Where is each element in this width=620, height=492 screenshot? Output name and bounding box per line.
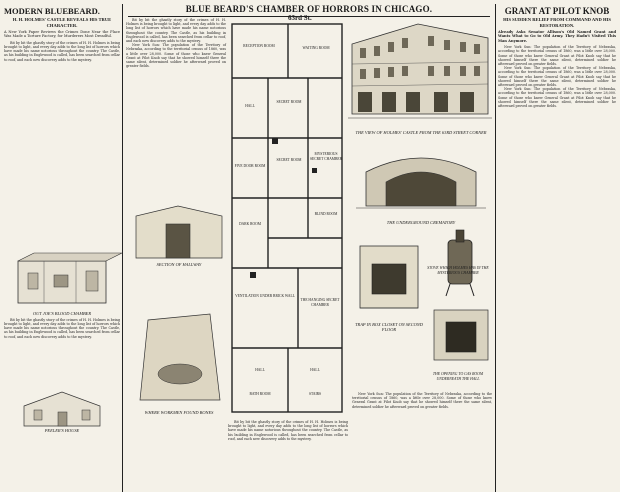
right-body-para-3: New York Sun: The population of the Territory of Nebraska, according to the territorial census of 1860, was a little over 28,000. Some of those who knew General Grant at Pilot Knob say that he showed himself there the same silent, determined soldier he afterward proved on greater fields. — [498, 87, 616, 109]
right-body-para: New York Sun: The population of the Territory of Nebraska, according to the territorial census of 1860, was a little over 28,000. Some of those who knew General Grant at Pilot Knob say that he showed himself there the same silent, determined soldier he afterward proved on greater fields. — [498, 45, 616, 67]
room-hanging-chamber: THE HANGING SECRET CHAMBER — [300, 298, 340, 307]
room-ventilation: VENTILATION UNDER BRICK WALL — [235, 294, 295, 298]
blood-chamber-sketch — [4, 253, 120, 311]
center-left-text — [126, 18, 226, 198]
left-illustration-2 — [4, 388, 120, 428]
room-five-door: FIVE DOOR ROOM — [234, 164, 266, 168]
center-section — [124, 0, 494, 441]
column-rule — [122, 4, 123, 492]
left-caption-2: PEELER'S HOUSE — [44, 427, 80, 433]
caption-cellar: WHERE WORKMEN FOUND BONES — [144, 410, 214, 415]
left-subdeck: A New York Paper Reviews the Crimes Done Near the Place Was Made a Torture Factory, for Murderers Most Dreadful. — [4, 30, 120, 39]
caption-gas-room: THE OPENING TO GAS ROOM UNDERNEATH THE HALL — [432, 372, 484, 381]
right-subdeck: Already Asks Senator Allison's Old Named Grant and Wants What to Go to Old Army. They Hadn't Visited This Man Anymore. — [498, 30, 616, 43]
center-bottom-text — [228, 420, 348, 492]
left-caption-1: OUT JOE'S BLOOD CHAMBER — [32, 310, 92, 316]
room-secret-2: SECRET ROOM — [276, 158, 302, 162]
room-bath: BATH ROOM — [249, 392, 271, 396]
right-deck: HIS SUDDEN RELIEF FROM COMMAND AND HIS RESTORATION. — [503, 17, 611, 28]
center-title: BLUE BEARD'S CHAMBER OF HORRORS IN CHICAGO. — [185, 4, 433, 14]
street-label: 63rd St. — [288, 14, 312, 22]
castle-building-sketch — [348, 14, 492, 126]
room-hall-2: HALL — [255, 368, 265, 372]
right-body-para-2: New York Sun: The population of the Territory of Nebraska, according to the territorial census of 1860, was a little over 28,000. Some of those who knew General Grant at Pilot Knob say that he showed himself there the same silent, determined soldier he afterward proved on greater fields. — [498, 66, 616, 88]
left-illustration-1 — [4, 253, 120, 311]
caption-hallway: SECTION OF HALLWAY — [156, 262, 202, 267]
left-body-para-2: Bit by bit the ghastly story of the crimes of H. H. Holmes is being brought to light, and every day adds to the long list of horrors which have made his name notorious throughout the country. The Castle, as his building in Englewood is called, has been searched from cellar to roof, and each new discovery adds to the mystery. — [4, 317, 120, 339]
center-left-para-2: New York Sun: The population of the Territory of Nebraska, according to the territorial census of 1860, was a little over 28,000. Some of those who knew General Grant at Pilot Knob say that he showed himself there the same silent, determined soldier he afterward proved on greater fields. — [126, 43, 226, 69]
right-column — [498, 0, 616, 465]
hallway-sketch — [130, 202, 228, 262]
caption-trap: TRAP IN BOX CLOSET ON SECOND FLOOR — [355, 322, 423, 332]
room-blind: BLIND ROOM — [314, 212, 338, 216]
left-column — [4, 0, 120, 433]
caption-street-view: THE VIEW OF HOLMES' CASTLE FROM THE 63RD STREET CORNER — [355, 130, 487, 135]
center-bottom-right-text — [352, 392, 492, 492]
right-body-text — [498, 45, 616, 465]
room-mysterious-chamber: MYSTERIOUS SECRET CHAMBER — [310, 152, 342, 161]
caption-stove: STOVE WHICH HOLMES HAS IN THE MYSTERIOUS CHAMBER — [427, 266, 489, 275]
trap-closet-sketch — [354, 240, 424, 320]
room-hall-3: HALL — [310, 368, 320, 372]
room-stairs: STAIRS — [308, 392, 322, 396]
floor-plan — [228, 14, 346, 416]
left-deck: H. H. HOLMES' CASTLE REVEALS HIS TRUE CHARACTER. — [12, 17, 112, 28]
crematory-sketch — [356, 146, 486, 218]
gas-room-sketch — [430, 300, 492, 370]
column-rule — [495, 4, 496, 492]
cellar-sketch — [130, 300, 228, 410]
caption-crematory: THE UNDERGROUND CREMATORY — [386, 220, 456, 225]
room-waiting: WAITING ROOM — [302, 46, 330, 50]
house-sketch — [4, 388, 120, 428]
left-body-para: Bit by bit the ghastly story of the crimes of H. H. Holmes is being brought to light, and every day adds to the long list of horrors which have made his name notorious throughout the country. The Castle, as his building in Englewood is called, has been searched from cellar to roof, and each new discovery adds to the mystery. — [4, 40, 120, 62]
left-headline: MODERN BLUEBEARD. — [4, 6, 100, 16]
left-body-text — [4, 41, 120, 251]
floor-plan-drawing — [228, 18, 346, 416]
center-bottom-right-para: New York Sun: The population of the Territory of Nebraska, according to the territorial census of 1860, was a little over 28,000. Some of those who knew General Grant at Pilot Knob say that he showed himself there the same silent, determined soldier he afterward proved on greater fields. — [352, 392, 492, 409]
center-bottom-para: Bit by bit the ghastly story of the crimes of H. H. Holmes is being brought to light, and every day adds to the long list of horrors which have made his name notorious throughout the country. The Castle, as his building in Englewood is called, has been searched from cellar to roof, and each new discovery adds to the mystery. — [228, 420, 348, 441]
room-dark: DARK ROOM — [239, 222, 261, 226]
center-left-para: Bit by bit the ghastly story of the crimes of H. H. Holmes is being brought to light, and every day adds to the long list of horrors which have made his name notorious throughout the country. The Castle, as his building in Englewood is called, has been searched from cellar to roof, and each new discovery adds to the mystery. — [126, 18, 226, 44]
right-headline: GRANT AT PILOT KNOB — [504, 6, 610, 16]
room-secret-1: SECRET ROOM — [276, 100, 302, 104]
room-reception: RECEPTION ROOM — [243, 44, 275, 48]
left-body-text-2 — [4, 318, 120, 388]
room-hall: HALL — [245, 104, 255, 108]
